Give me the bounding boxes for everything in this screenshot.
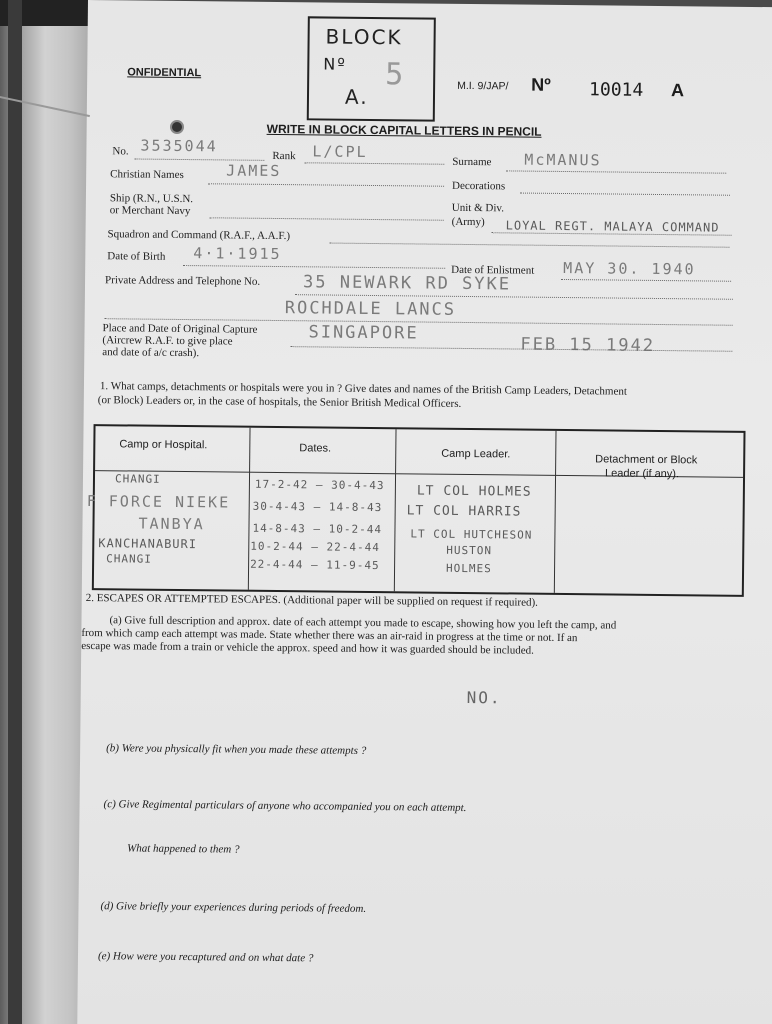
form-sheet — [77, 0, 772, 1024]
address-value-1: 35 NEWARK RD SYKE — [302, 272, 512, 295]
q2-d: (d) Give briefly your experiences during periods of freedom. — [100, 900, 367, 915]
cell-dates: 22-4-44 – 11-9-45 — [250, 557, 380, 573]
binder-strip — [8, 0, 22, 1024]
cell-dates: 17-2-42 – 30-4-43 — [254, 477, 385, 493]
cell-leader: HUSTON — [446, 543, 493, 558]
unit-value: LOYAL REGT. MALAYA COMMAND — [505, 218, 720, 235]
cell-dates: 10-2-44 – 22-4-44 — [250, 539, 380, 555]
dob-value: 4·1·1915 — [193, 244, 282, 264]
col-header-leader: Camp Leader. — [441, 447, 511, 461]
no-label: No. — [112, 145, 129, 158]
block-label: BLOCK — [325, 24, 403, 50]
squadron-label: Squadron and Command (R.A.F., A.A.F.) — [107, 228, 291, 243]
dob-label: Date of Birth — [107, 250, 166, 263]
q2-a-line-3: escape was made from a train or vehicle the approx. speed and how it was guarded should be included. — [81, 639, 534, 657]
cell-camp: TANBYA — [138, 514, 205, 534]
q1-line-1: 1. What camps, detachments or hospitals were you in ? Give dates and names of the British Camp Leaders, Detachment — [99, 380, 628, 398]
q1-line-2: (or Block) Leaders or, in the case of hospitals, the Senior British Medical Officers. — [97, 394, 462, 410]
surname-value: McMANUS — [524, 150, 602, 170]
unit-label-1: Unit & Div. — [451, 201, 505, 215]
rank-label: Rank — [272, 149, 296, 163]
q2-title: 2. ESCAPES OR ATTEMPTED ESCAPES. (Additional paper will be supplied on request if required). — [85, 592, 538, 609]
block-number-handwritten: 5 — [385, 57, 406, 93]
cell-camp: KANCHANABURI — [98, 536, 198, 552]
block-stamp-box — [307, 16, 436, 121]
serial-number: 10014 — [588, 79, 644, 101]
cell-leader: LT COL HOLMES — [416, 483, 532, 500]
capture-place: SINGAPORE — [308, 322, 419, 344]
unit-label-2: (Army) — [451, 215, 485, 229]
serial-suffix: A — [670, 80, 685, 101]
surname-label: Surname — [452, 155, 492, 169]
q2-a-line-2: from which camp each attempt was made. State whether there was an air-raid in progress at the time or not. If an — [81, 626, 578, 645]
cell-leader: LT COL HARRIS — [406, 503, 522, 520]
decorations-label: Decorations — [452, 179, 506, 193]
cell-leader: LT COL HUTCHESON — [410, 527, 533, 542]
enlistment-value: MAY 30. 1940 — [563, 258, 696, 279]
q2-c-2: What happened to them ? — [127, 842, 240, 856]
reference-code: M.I. 9/JAP/ — [457, 79, 509, 93]
ship-label-2: or Merchant Navy — [109, 204, 191, 218]
cell-leader: HOLMES — [446, 561, 492, 576]
col-header-dates: Dates. — [299, 442, 332, 455]
capture-date: FEB 15 1942 — [520, 334, 656, 356]
enlistment-label: Date of Enlistment — [451, 263, 535, 277]
confidential-label: ONFIDENTIAL — [127, 66, 202, 80]
rank-value: L/CPL — [312, 142, 368, 161]
instruction-heading: WRITE IN BLOCK CAPITAL LETTERS IN PENCIL — [266, 121, 542, 139]
q2-b: (b) Were you physically fit when you made these attempts ? — [106, 742, 367, 757]
cell-camp: F FORCE NIEKE — [86, 492, 231, 512]
q2-a-line-1: (a) Give full description and approx. date of each attempt you made to escape, showing how you left the camp, and — [109, 614, 617, 632]
col-header-detachment-2: Leader (if any). — [605, 467, 680, 481]
no-value: 3535044 — [140, 136, 218, 156]
q2-c: (c) Give Regimental particulars of anyone who accompanied you on each attempt. — [103, 798, 467, 815]
col-header-detachment: Detachment or Block — [595, 453, 698, 467]
q2-a-answer: NO. — [466, 688, 502, 708]
capture-label-2: (Aircrew R.A.F. to give place — [102, 334, 233, 348]
cell-camp: CHANGI — [106, 552, 152, 566]
christian-names-value: JAMES — [226, 161, 282, 181]
q2-e: (e) How were you recaptured and on what date ? — [97, 950, 314, 965]
col-header-camp: Camp or Hospital. — [119, 438, 208, 452]
block-no-label: Nº — [323, 54, 347, 74]
block-letter: A. — [344, 84, 369, 109]
cell-dates: 30-4-43 – 14-8-43 — [252, 499, 383, 515]
christian-names-label: Christian Names — [110, 168, 184, 182]
address-label: Private Address and Telephone No. — [105, 274, 261, 288]
capture-label-1: Place and Date of Original Capture — [102, 322, 258, 336]
capture-label-3: and date of a/c crash). — [102, 346, 200, 360]
cell-dates: 14-8-43 – 10-2-44 — [252, 521, 383, 537]
address-value-2: ROCHDALE LANCS — [284, 298, 457, 320]
no-symbol: Nº — [531, 74, 551, 95]
ship-label-1: Ship (R.N., U.S.N. — [109, 192, 194, 206]
cell-camp: CHANGI — [114, 472, 161, 486]
punch-hole — [170, 120, 184, 134]
camps-table — [86, 424, 746, 597]
